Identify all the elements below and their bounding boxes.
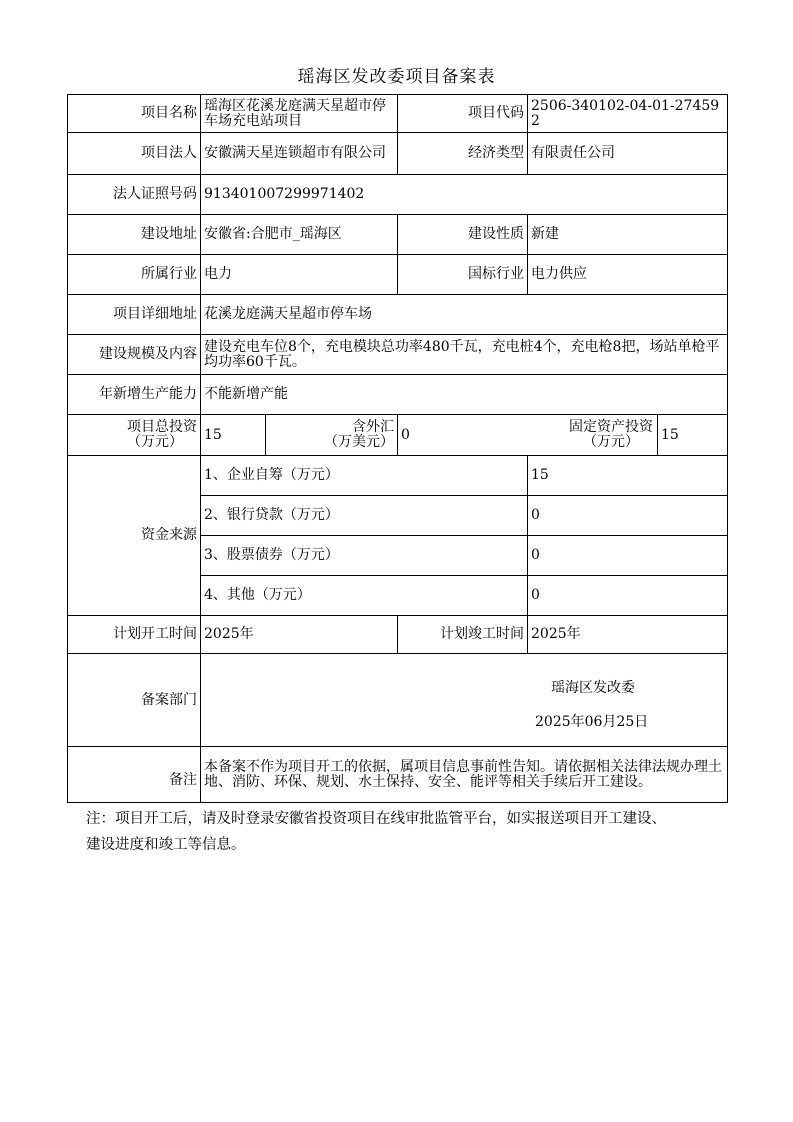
row-project-name — [68, 95, 728, 133]
scale-label: 建设规模及内容 — [68, 335, 201, 375]
dept-box — [201, 654, 727, 746]
footnote-line1: 注：项目开工后，请及时登录安徽省投资项目在线审批监管平台，如实报送项目开工建设、 — [86, 811, 666, 827]
capacity-value: 不能新增产能 — [201, 375, 728, 415]
project-name-label: 项目名称 — [68, 95, 201, 133]
total-invest-value: 15 — [201, 415, 266, 456]
remark-label: 备注 — [68, 747, 201, 803]
project-code-label: 项目代码 — [398, 95, 528, 133]
dept-date: 2025年06月25日 — [535, 714, 649, 730]
industry-value: 电力 — [201, 255, 398, 295]
row-investment — [68, 415, 728, 456]
dept-cell — [201, 654, 728, 747]
row-scale — [68, 335, 728, 375]
row-location — [68, 215, 728, 255]
row-legal-person — [68, 133, 728, 175]
start-label: 计划开工时间 — [68, 616, 201, 654]
row-department — [68, 654, 728, 747]
row-industry — [68, 255, 728, 295]
forex-fixed-cell — [398, 415, 658, 456]
location-label: 建设地址 — [68, 215, 201, 255]
forex-label — [266, 415, 398, 456]
economic-type-value: 有限责任公司 — [528, 133, 728, 175]
funding-item-label: 3、股票债券（万元） — [201, 536, 528, 576]
row-remark — [68, 747, 728, 803]
row-detail-address — [68, 295, 728, 335]
economic-type-label: 经济类型 — [398, 133, 528, 175]
footnote-line2: 建设进度和竣工等信息。 — [86, 837, 246, 853]
footnote — [86, 806, 732, 858]
filing-form-table — [67, 94, 728, 803]
funding-label: 资金来源 — [68, 456, 201, 616]
end-value: 2025年 — [528, 616, 728, 654]
total-invest-label-line2: （万元） — [127, 434, 183, 450]
capacity-label: 年新增生产能力 — [68, 375, 201, 415]
scale-value: 建设充电车位8个，充电模块总功率480千瓦，充电桩4个，充电枪8把，场站单枪平均功率60千瓦。 — [201, 335, 728, 375]
funding-item-label: 1、企业自筹（万元） — [201, 456, 528, 496]
start-value: 2025年 — [201, 616, 398, 654]
remark-value: 本备案不作为项目开工的依据，属项目信息事前性告知。请依据相关法律法规办理土地、消防、环保、规划、水土保持、安全、能评等相关手续后开工建设。 — [201, 747, 728, 803]
row-schedule — [68, 616, 728, 654]
funding-item-value: 0 — [528, 496, 728, 536]
total-invest-label-line1: 项目总投资 — [127, 419, 197, 435]
dept-label: 备案部门 — [68, 654, 201, 747]
total-invest-label — [68, 415, 201, 456]
project-code-value: 2506-340102-04-01-274592 — [528, 95, 728, 133]
row-funding-1 — [68, 456, 728, 496]
legal-person-label: 项目法人 — [68, 133, 201, 175]
forex-value: 0 — [401, 426, 410, 443]
funding-item-label: 2、银行贷款（万元） — [201, 496, 528, 536]
funding-item-value: 15 — [528, 456, 728, 496]
fixed-invest-label-line1: 固定资产投资 — [569, 419, 653, 435]
forex-fixed-wrap — [398, 415, 657, 455]
national-industry-label: 国标行业 — [398, 255, 528, 295]
forex-label-line2: （万美元） — [324, 434, 394, 450]
end-label: 计划竣工时间 — [398, 616, 528, 654]
fixed-invest-label-line2: （万元） — [583, 434, 639, 450]
funding-item-value: 0 — [528, 576, 728, 616]
national-industry-value: 电力供应 — [528, 255, 728, 295]
location-value: 安徽省:合肥市_瑶海区 — [201, 215, 398, 255]
project-name-value: 瑶海区花溪龙庭满天星超市停车场充电站项目 — [201, 95, 398, 133]
detail-address-value: 花溪龙庭满天星超市停车场 — [201, 295, 728, 335]
funding-item-value: 0 — [528, 536, 728, 576]
cert-no-value: 913401007299971402 — [201, 175, 728, 215]
cert-no-label: 法人证照号码 — [68, 175, 201, 215]
nature-label: 建设性质 — [398, 215, 528, 255]
industry-label: 所属行业 — [68, 255, 201, 295]
fixed-invest-label — [528, 420, 658, 450]
legal-person-value: 安徽满天星连锁超市有限公司 — [201, 133, 398, 175]
row-capacity — [68, 375, 728, 415]
nature-value: 新建 — [528, 215, 728, 255]
forex-label-line1: 含外汇 — [352, 419, 394, 435]
funding-item-label: 4、其他（万元） — [201, 576, 528, 616]
row-cert-no — [68, 175, 728, 215]
detail-address-label: 项目详细地址 — [68, 295, 201, 335]
dept-name: 瑶海区发改委 — [551, 680, 635, 696]
fixed-invest-value: 15 — [658, 415, 728, 456]
page-title: 瑶海区发改委项目备案表 — [297, 67, 496, 87]
